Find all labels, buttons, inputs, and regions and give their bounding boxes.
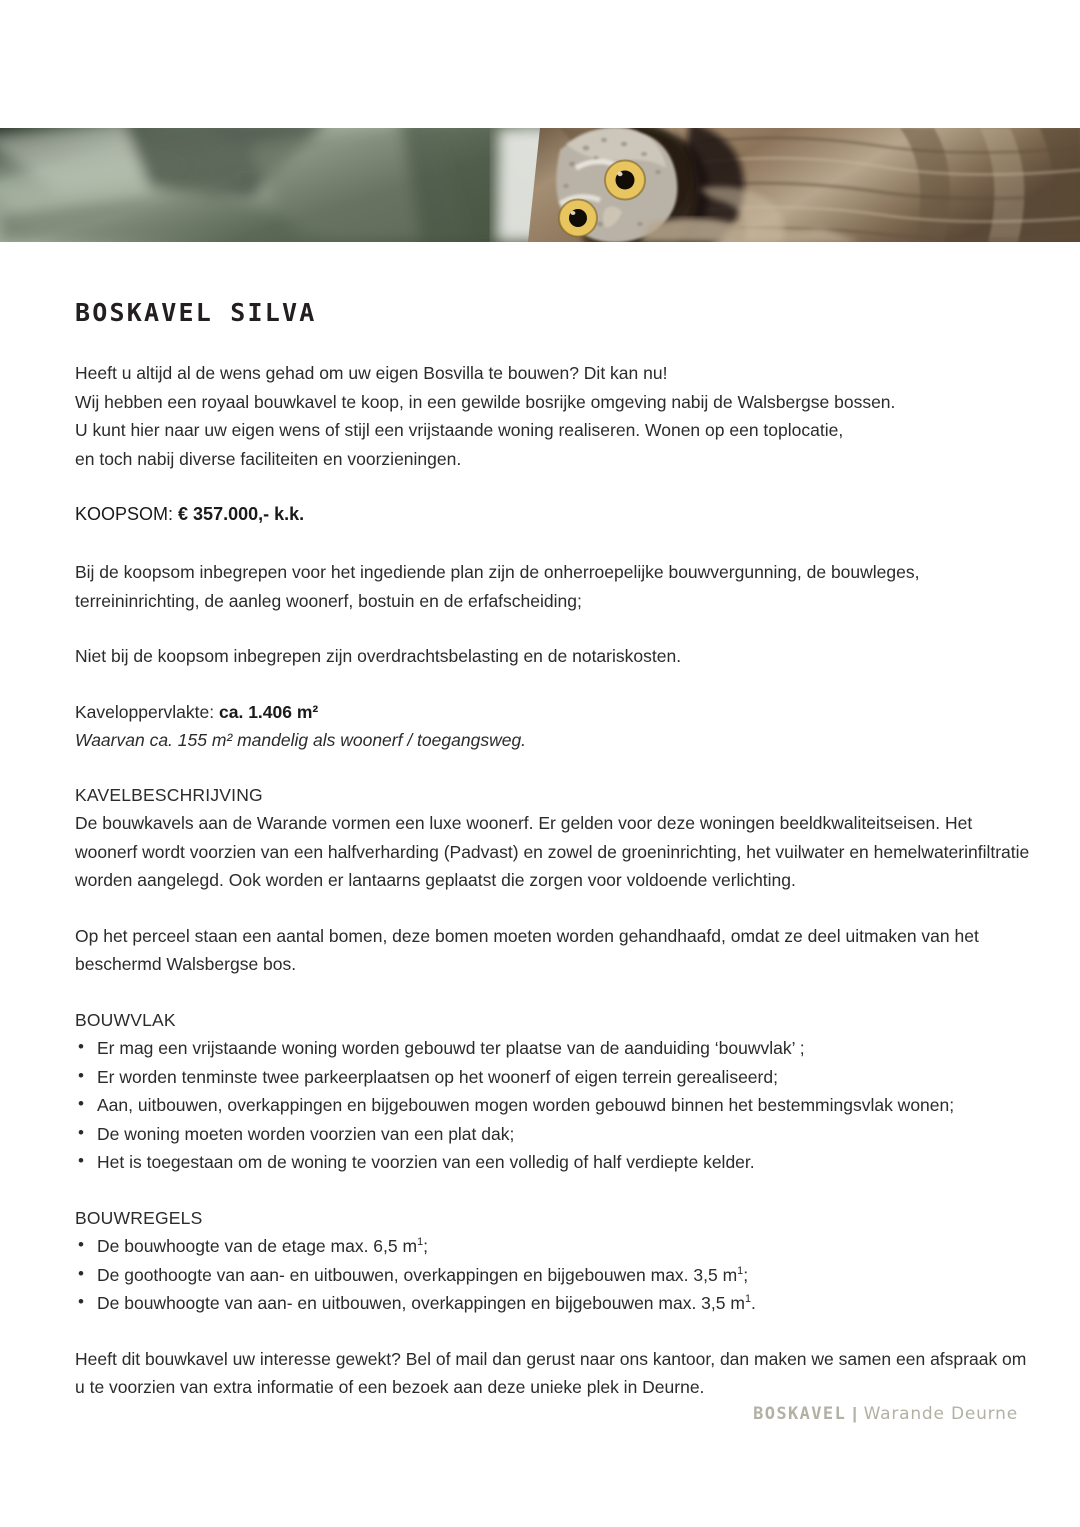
price-value: € 357.000,- k.k.: [178, 504, 305, 524]
list-item: • Er mag een vrijstaande woning worden gebouwd ter plaatse van de aanduiding ‘bouwvlak’ ;: [75, 1034, 1030, 1063]
bouwregels-heading: BOUWREGELS: [75, 1207, 203, 1228]
intro-line-1: Heeft u altijd al de wens gehad om uw eigen Bosvilla te bouwen? Dit kan nu!: [75, 363, 668, 383]
section-paragraph: De bouwkavels aan de Warande vormen een luxe woonerf. Er gelden voor deze woningen beeldkwaliteitseisen. Het woonerf wordt voorzien van een halfverharding (Padvast) en zowel de groeninrichting, het vuilwater en hemelwaterinfiltratie worden aangelegd. Ook worden er lantaarns geplaatst die zorgen voor voldoende verlichting.: [75, 813, 1030, 890]
rule-superscript: 1: [744, 1293, 751, 1306]
footer-brand: BOSKAVEL: [753, 1404, 847, 1424]
header-banner-photo: [0, 128, 1080, 242]
list-item: • Aan, uitbouwen, overkappingen en bijgebouwen mogen worden gebouwd binnen het bestemmingsvlak wonen;: [75, 1091, 1030, 1120]
bouwregels-list: [75, 1232, 1030, 1318]
section-bouwregels: [75, 1204, 1030, 1318]
rule-text: De bouwhoogte van aan- en uitbouwen, overkappingen en bijgebouwen max. 3,5 m: [97, 1293, 745, 1313]
owl-photo-illustration: [0, 128, 1080, 242]
section-kavelbeschrijving: [75, 781, 1030, 895]
plot-size-label: Kaveloppervlakte:: [75, 701, 215, 722]
footer-separator: |: [852, 1404, 858, 1423]
closing-paragraph: Heeft dit bouwkavel uw interesse gewekt? Bel of mail dan gerust naar ons kantoor, dan maken we samen een afspraak om u te voorzien van extra informatie of een bezoek aan deze unieke plek in Deurne.: [75, 1348, 1027, 1397]
rule-text: De bouwhoogte van de etage max. 6,5 m: [97, 1236, 418, 1256]
rule-suffix: ;: [743, 1264, 749, 1285]
intro-line-3: U kunt hier naar uw eigen wens of stijl een vrijstaande woning realiseren. Wonen op een toplocatie,: [75, 420, 844, 440]
bouwvlak-heading: BOUWVLAK: [75, 1009, 176, 1030]
price-label: KOOPSOM:: [75, 504, 174, 524]
bouwvlak-list: [75, 1034, 1030, 1177]
list-item: [75, 1261, 1030, 1290]
rule-suffix: .: [750, 1293, 756, 1313]
plot-size-block: [75, 698, 1030, 754]
list-item: [75, 1232, 1030, 1261]
trees-paragraph: Op het perceel staan een aantal bomen, deze bomen moeten worden gehandhaafd, omdat ze deel uitmaken van het beschermd Walsbergse bos.: [75, 925, 979, 974]
plot-size-value: ca. 1.406 m²: [219, 701, 319, 722]
footer-branding: [753, 1404, 1018, 1424]
section-bouwvlak: [75, 1006, 1030, 1177]
footer-subtitle: Warande Deurne: [863, 1404, 1018, 1424]
intro-line-2: Wij hebben een royaal bouwkavel te koop, in een gewilde bosrijke omgeving nabij de Walsbergse bossen.: [75, 391, 896, 412]
rule-text: De goothoogte van aan- en uitbouwen, overkappingen en bijgebouwen max. 3,5 m: [97, 1264, 738, 1285]
section-heading: KAVELBESCHRIJVING: [75, 784, 263, 805]
price-line: [75, 500, 1030, 528]
list-item: [75, 1289, 1030, 1318]
plot-size-note: Waarvan ca. 155 m² mandelig als woonerf / toegangsweg.: [75, 729, 527, 750]
rule-superscript: 1: [737, 1264, 744, 1277]
rule-superscript: 1: [417, 1236, 424, 1249]
intro-paragraph: [75, 359, 1030, 473]
document-content: [75, 300, 1030, 1429]
intro-line-4: en toch nabij diverse faciliteiten en voorzieningen.: [75, 448, 462, 469]
rule-suffix: ;: [423, 1236, 428, 1256]
plot-size-line: [75, 698, 1030, 726]
list-item: • De woning moeten worden voorzien van een plat dak;: [75, 1120, 1030, 1149]
list-item: • Er worden tenminste twee parkeerplaatsen op het woonerf of eigen terrein gerealiseerd;: [75, 1063, 1030, 1092]
list-item: • Het is toegestaan om de woning te voorzien van een volledig of half verdiepte kelder.: [75, 1148, 1030, 1177]
page-title: BOSKAVEL SILVA: [75, 298, 317, 327]
excluded-paragraph: Niet bij de koopsom inbegrepen zijn overdrachtsbelasting en de notariskosten.: [75, 646, 682, 666]
included-paragraph: Bij de koopsom inbegrepen voor het ingediende plan zijn de onherroepelijke bouwvergunning, de bouwleges, terreininrichting, de aanleg woonerf, bostuin en de erfafscheiding;: [75, 562, 920, 611]
